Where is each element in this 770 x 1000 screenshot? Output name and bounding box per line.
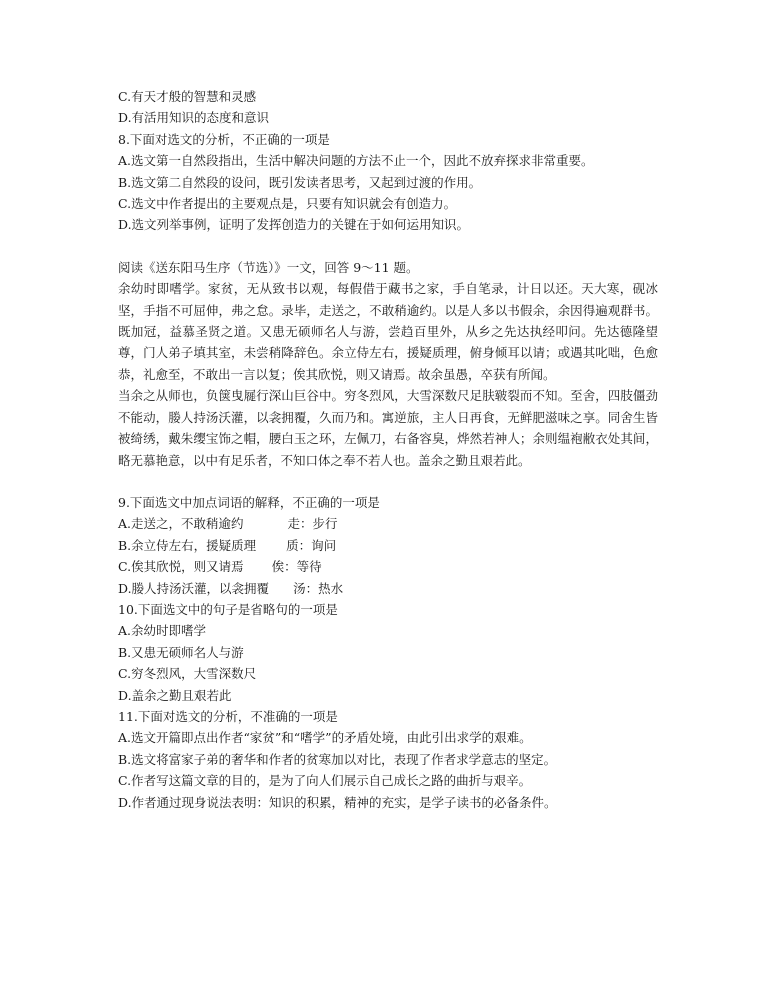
q8-option-b: B.选文第二自然段的设问，既引发读者思考，又起到过渡的作用。 (118, 174, 482, 190)
q11-option-a: A.选文开篇即点出作者“家贫”和“嗜学”的矛盾处境，由此引出求学的艰难。 (118, 730, 532, 746)
option-d: D.有活用知识的态度和意识 (118, 110, 270, 126)
q9-option-b-gloss: 质：询问 (286, 537, 337, 553)
q8-option-d: D.选文列举事例，证明了发挥创造力的关键在于如何运用知识。 (118, 217, 470, 233)
q9-option-d (118, 578, 658, 599)
q9-option-c (118, 556, 658, 577)
reading-intro: 阅读《送东阳马生序（节选）》一文，回答 9～11 题。 (118, 259, 419, 275)
q10-option-c: C.穷冬烈风，大雪深数尺 (118, 666, 257, 682)
q8-stem: 8.下面对选文的分析，不正确的一项是 (118, 131, 330, 147)
section-spacer (118, 236, 658, 257)
q9-option-d-gloss: 汤：热水 (293, 580, 344, 596)
q8-option-c: C.选文中作者提出的主要观点是，只要有知识就会有创造力。 (118, 196, 457, 212)
reading-paragraph-2: 当余之从师也，负箧曳屣行深山巨谷中。穷冬烈风，大雪深数尺足肤皲裂而不知。至舍，四肢僵劲不能动，媵人持汤沃灌，以衾拥覆，久而乃和。寓逆旅，主人日再食，无鲜肥滋味之享。同舍生皆被绮绣，戴朱缨宝饰之帽，腰白玉之环，左佩刀，右备容臭，烨然若神人；余则缊袍敝衣处其间，略无慕艳意，以中有足乐者，不知口体之奉不若人也。盖余之勤且艰若此。 (118, 388, 658, 468)
q11-option-c: C.作者写这篇文章的目的，是为了向人们展示自己成长之路的曲折与艰辛。 (118, 773, 532, 789)
q10-option-d: D.盖余之勤且艰若此 (118, 687, 232, 703)
q10-option-a: A.余幼时即嗜学 (118, 623, 207, 639)
q9-option-b-text: B.余立侍左右，援疑质理 (118, 537, 257, 553)
option-c: C.有天才般的智慧和灵感 (118, 89, 257, 104)
q9-option-a-gloss: 走：步行 (287, 516, 338, 532)
q9-stem: 9.下面选文中加点词语的解释，不正确的一项是 (118, 494, 380, 510)
q11-option-d: D.作者通过现身说法表明：知识的积累，精神的充实，是学子读书的必备条件。 (118, 794, 557, 810)
q9-option-d-text: D.媵人持汤沃灌，以衾拥覆 (118, 580, 270, 596)
section-spacer (118, 471, 658, 492)
q10-stem: 10.下面选文中的句子是省略句的一项是 (118, 601, 338, 617)
q9-option-a (118, 513, 658, 534)
q11-option-b: B.选文将富家子弟的奢华和作者的贫寒加以对比，表现了作者求学意志的坚定。 (118, 751, 557, 767)
q9-option-b (118, 535, 658, 556)
reading-paragraph-1: 余幼时即嗜学。家贫，无从致书以观，每假借于藏书之家，手自笔录，计日以还。天大寒，砚冰坚，手指不可屈伸，弗之怠。录毕，走送之，不敢稍逾约。以是人多以书假余，余因得遍观群书。既加冠，益慕圣贤之道。又患无硕师名人与游，尝趋百里外，从乡之先达执经叩问。先达德隆望尊，门人弟子填其室，未尝稍降辞色。余立侍左右，援疑质理，俯身倾耳以请；或遇其叱咄，色愈恭，礼愈至，不敢出一言以复；俟其欣悦，则又请焉。故余虽愚，卒获有所闻。 (118, 281, 658, 382)
q10-option-b: B.又患无硕师名人与游 (118, 644, 244, 660)
q9-option-a-text: A.走送之，不敢稍逾约 (118, 516, 244, 532)
q9-option-c-gloss: 俟：等待 (271, 559, 322, 575)
q9-option-c-text: C.俟其欣悦，则又请焉 (118, 559, 244, 575)
q8-option-a: A.选文第一自然段指出，生活中解决问题的方法不止一个，因此不放弃探求非常重要。 (118, 153, 594, 169)
q11-stem: 11.下面对选文的分析，不准确的一项是 (118, 708, 338, 724)
exam-page (118, 86, 658, 813)
